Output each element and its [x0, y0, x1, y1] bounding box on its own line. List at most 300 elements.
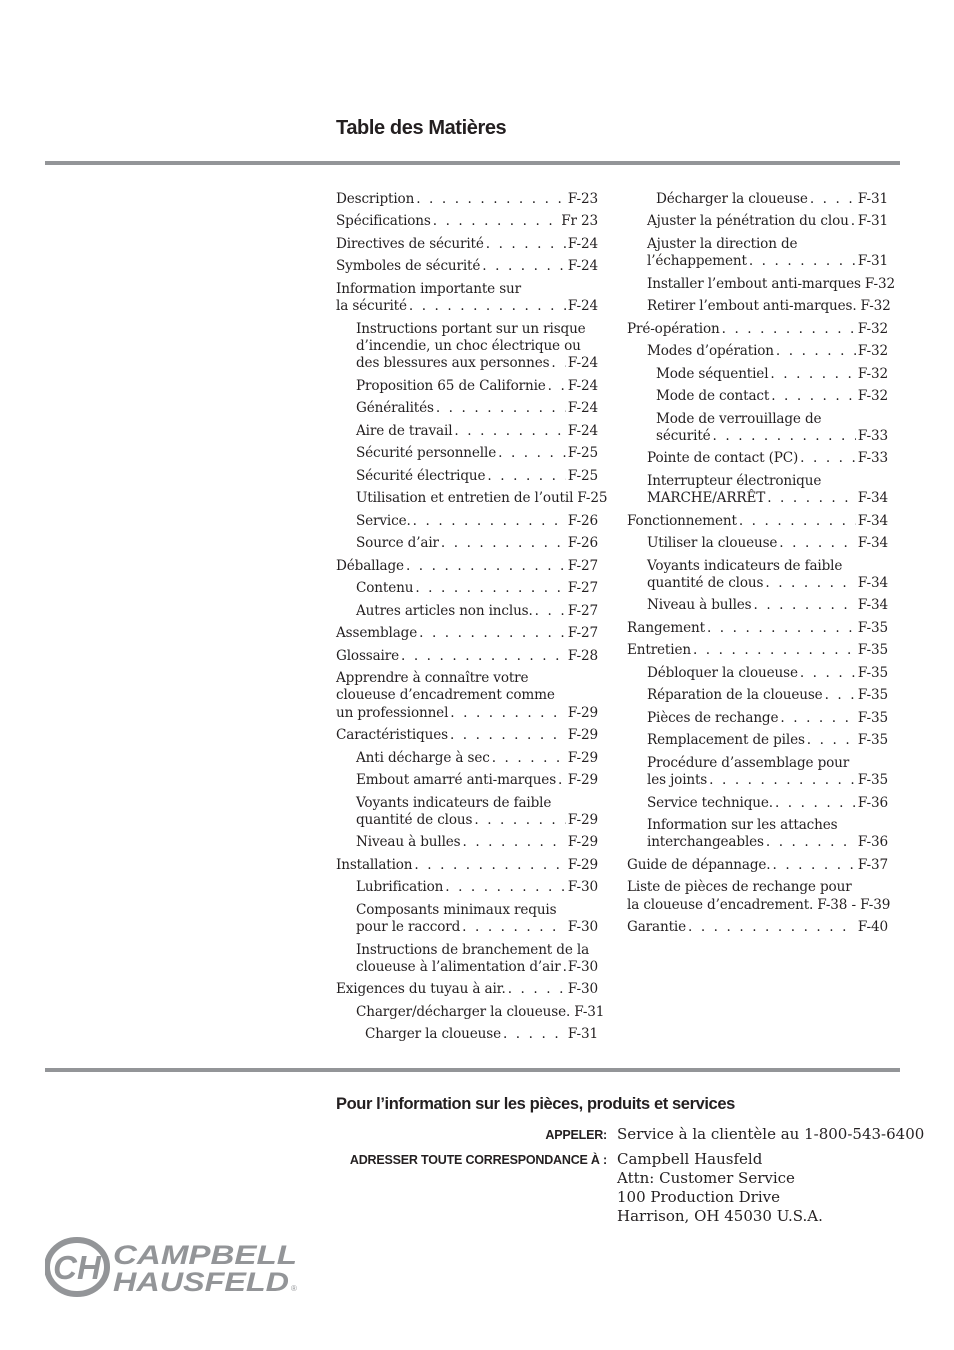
toc-entry-row: [336, 258, 598, 275]
toc-entry-text: Liste de pièces de rechange pour: [627, 879, 852, 896]
toc-entry-text: Rangement: [627, 619, 705, 636]
toc-entry-row: [336, 705, 598, 722]
toc-entry[interactable]: [336, 468, 598, 485]
toc-entry-text: Directives de sécurité: [336, 235, 484, 252]
toc-entry-text: pour le raccord: [356, 919, 461, 936]
toc-entry[interactable]: [336, 670, 598, 722]
toc-entry-text: Autres articles non inclus.: [356, 602, 533, 619]
mailing-address: [617, 1150, 823, 1226]
dot-leader: [441, 535, 566, 552]
toc-page-number: F-34: [857, 490, 888, 507]
toc-entry-text: Service.: [356, 512, 411, 529]
toc-page-number: F-36: [857, 834, 888, 851]
campbell-hausfeld-logo: [45, 1232, 305, 1302]
toc-entry-text: Charger/décharger la cloueuse.: [356, 1003, 571, 1020]
dot-leader: [406, 558, 566, 575]
contact-heading: Pour l’information sur les pièces, produits et services: [336, 1095, 735, 1113]
toc-page-number: F-24: [567, 377, 598, 394]
toc-page-number: F-27: [567, 602, 598, 619]
dot-leader: [482, 258, 566, 275]
dot-leader: [409, 298, 566, 315]
toc-entry[interactable]: [627, 687, 888, 704]
toc-entry-text: Embout amarré anti-marques: [356, 772, 557, 789]
toc-entry-text: Information importante sur: [336, 280, 522, 297]
toc-entry-text: Utilisation et entretien de l’outil: [356, 490, 574, 507]
toc-entry-row: [336, 857, 598, 874]
toc-entry[interactable]: [627, 879, 891, 914]
toc-page-number: F-31: [857, 191, 888, 207]
toc-entry-row: [647, 343, 888, 360]
dot-leader: [709, 772, 856, 789]
toc-entry-row: [356, 1003, 605, 1021]
toc-entry[interactable]: [627, 732, 888, 749]
toc-entry[interactable]: [627, 558, 888, 593]
dot-leader: [498, 445, 566, 462]
toc-entry-text: Niveau à bulles: [647, 597, 752, 614]
toc-entry-text: Mode séquentiel: [656, 365, 769, 382]
toc-page-number: F-35: [857, 709, 888, 726]
toc-entry[interactable]: [627, 857, 888, 874]
toc-entry-row: [627, 919, 888, 936]
toc-entry[interactable]: [336, 727, 598, 744]
toc-page-number: F-30: [567, 958, 598, 975]
dot-leader: [508, 981, 566, 998]
address-line: Harrison, OH 45030 U.S.A.: [617, 1207, 823, 1225]
toc-entry-row: [365, 1026, 598, 1043]
toc-page-number: F-35: [857, 664, 888, 681]
dot-leader: [754, 597, 856, 614]
toc-entry-text: Charger la cloueuse: [365, 1026, 501, 1043]
toc-entry-text: Sécurité personnelle: [356, 445, 497, 462]
toc-entry[interactable]: [336, 772, 598, 789]
toc-page-number: F-27: [567, 625, 598, 642]
toc-entry-text: quantité de clous: [356, 811, 473, 828]
toc-page-number: F-23: [567, 191, 598, 207]
toc-entry[interactable]: [627, 597, 888, 614]
toc-entry-row: [356, 378, 598, 395]
toc-entry[interactable]: [336, 1026, 598, 1043]
toc-entry[interactable]: [627, 665, 888, 682]
toc-entry-text: la sécurité: [336, 298, 407, 315]
dot-leader: [825, 687, 856, 704]
toc-page-number: F-24: [567, 235, 598, 252]
bottom-divider: [45, 1068, 900, 1072]
toc-page-number: F-35: [857, 772, 888, 789]
toc-page-number: F-33: [857, 450, 888, 467]
toc-entry[interactable]: [627, 450, 888, 467]
dot-leader: [770, 366, 855, 383]
toc-entry-text: Pointe de contact (PC): [647, 450, 799, 467]
toc-entry[interactable]: [336, 750, 598, 767]
toc-page-number: F-31: [857, 253, 888, 270]
toc-page-number: F-28: [567, 647, 598, 664]
dot-leader: [433, 213, 559, 230]
toc-entry-text: cloueuse à l’alimentation d’air: [356, 958, 561, 975]
toc-entry-row: [627, 857, 888, 874]
toc-page-number: F-25: [577, 490, 608, 507]
toc-entry-row: [336, 298, 598, 315]
dot-leader: [563, 959, 566, 976]
dot-leader: [548, 378, 566, 395]
toc-column-left: [336, 191, 608, 1049]
toc-entry-text: Ajuster la pénétration du clou: [647, 213, 849, 230]
toc-entry[interactable]: [627, 298, 891, 315]
toc-page-number: F-33: [857, 427, 888, 444]
toc-entry-row: [336, 558, 598, 575]
toc-column-right: [627, 191, 895, 942]
toc-entry-text: Pièces de rechange: [647, 709, 779, 726]
dot-leader: [739, 513, 856, 530]
toc-entry-row: [647, 597, 888, 614]
toc-page-number: Fr 23: [561, 213, 598, 230]
address-line: Attn: Customer Service: [617, 1169, 795, 1187]
toc-entry-text: Voyants indicateurs de faible: [356, 794, 552, 811]
dot-leader: [766, 834, 856, 851]
toc-entry-row: [356, 423, 598, 440]
address-line: Campbell Hausfeld: [617, 1150, 763, 1168]
toc-entry-text: Apprendre à connaître votre: [336, 670, 529, 687]
toc-entry-row: [356, 400, 598, 417]
toc-entry[interactable]: [627, 710, 888, 727]
toc-entry[interactable]: [336, 795, 598, 830]
toc-entry[interactable]: [627, 366, 888, 383]
toc-entry[interactable]: [627, 535, 888, 552]
toc-entry-row: [356, 513, 598, 530]
toc-page-number: F-34: [857, 512, 888, 529]
logo-word-hausfeld: HAUSFELD: [113, 1267, 289, 1297]
dot-leader: [765, 575, 856, 592]
toc-entry-text: Source d’air: [356, 535, 439, 552]
toc-entry-row: [336, 981, 598, 998]
dot-leader: [454, 423, 565, 440]
toc-entry[interactable]: [627, 191, 888, 208]
toc-entry[interactable]: [336, 400, 598, 417]
toc-page-number: F-31: [857, 213, 888, 230]
toc-entry-row: [356, 580, 598, 597]
toc-entry-row: [356, 490, 608, 507]
toc-entry[interactable]: [336, 580, 598, 597]
dot-leader: [535, 603, 566, 620]
toc-entry-row: [647, 687, 888, 704]
toc-entry-text: Installer l’embout anti-marques: [647, 275, 861, 292]
dot-leader: [463, 834, 566, 851]
toc-entry-text: quantité de clous: [647, 574, 764, 591]
toc-page-number: F-34: [857, 597, 888, 614]
toc-entry-row: [336, 213, 598, 230]
dot-leader: [800, 665, 856, 682]
toc-entry[interactable]: [627, 919, 888, 936]
toc-page-number: F-29: [567, 856, 598, 873]
toc-entry-text: Pré-opération: [627, 320, 720, 337]
toc-entry[interactable]: [336, 236, 598, 253]
toc-page-number: F-30: [567, 919, 598, 936]
toc-entry-row: [656, 388, 888, 405]
toc-entry[interactable]: [627, 236, 888, 271]
toc-entry-text: Glossaire: [336, 647, 399, 664]
toc-entry-row: [627, 896, 891, 914]
registered-mark: ®: [291, 1284, 297, 1293]
mail-label: ADRESSER TOUTE CORRESPONDANCE À :: [349, 1153, 607, 1167]
toc-entry-row: [356, 468, 598, 485]
toc-entry-row: [356, 772, 598, 789]
toc-page-number: F-30: [567, 879, 598, 896]
toc-page-number: F-29: [567, 834, 598, 851]
toc-entry-text: Instructions portant sur un risque: [356, 320, 586, 337]
dot-leader: [807, 732, 856, 749]
toc-entry-row: [336, 191, 598, 208]
dot-leader: [776, 343, 856, 360]
toc-entry-row: [356, 355, 598, 372]
dot-leader: [707, 620, 856, 637]
toc-entry-row: [656, 428, 888, 445]
toc-entry-row: [356, 812, 598, 829]
toc-page-number: F-24: [567, 400, 598, 417]
dot-leader: [503, 1026, 566, 1043]
toc-entry-row: [356, 535, 598, 552]
toc-entry-text: Contenu: [356, 580, 414, 597]
dot-leader: [722, 321, 856, 338]
toc-entry-text: d’incendie, un choc électrique ou: [356, 338, 581, 355]
toc-entry-text: Exigences du tuyau à air.: [336, 981, 506, 998]
toc-page-number: F-34: [857, 574, 888, 591]
toc-entry-text: Réparation de la cloueuse: [647, 687, 823, 704]
toc-entry-text: Description: [336, 191, 415, 207]
toc-entry[interactable]: [336, 445, 598, 462]
toc-entry[interactable]: [336, 423, 598, 440]
toc-entry-text: Mode de verrouillage de: [656, 410, 822, 427]
toc-page-number: F-32: [857, 343, 888, 360]
toc-entry-row: [627, 321, 888, 338]
toc-entry-row: [647, 535, 888, 552]
toc-entry-text: Retirer l’embout anti-marques.: [647, 298, 857, 315]
toc-entry[interactable]: [336, 981, 598, 998]
toc-entry-text: l’échappement: [647, 253, 747, 270]
toc-entry-row: [356, 834, 598, 851]
toc-entry[interactable]: [336, 625, 598, 642]
toc-entry[interactable]: [336, 321, 598, 373]
toc-entry[interactable]: [627, 473, 888, 508]
toc-entry-row: [336, 648, 598, 665]
toc-entry[interactable]: [627, 343, 888, 360]
page-title: Table des Matières: [336, 117, 507, 139]
dot-leader: [492, 750, 566, 767]
toc-entry[interactable]: [627, 620, 888, 637]
toc-entry[interactable]: [336, 191, 598, 208]
toc-page-number: F-24: [567, 298, 598, 315]
toc-entry-row: [336, 727, 598, 744]
toc-entry[interactable]: [627, 755, 888, 790]
toc-entry[interactable]: [336, 535, 598, 552]
toc-entry-text: Voyants indicateurs de faible: [647, 557, 843, 574]
toc-entry[interactable]: [627, 213, 888, 230]
toc-page-number: F-29: [567, 811, 598, 828]
toc-page-number: F-35: [857, 732, 888, 749]
dot-leader: [851, 213, 856, 230]
toc-page-number: F-29: [567, 704, 598, 721]
dot-leader: [419, 625, 566, 642]
toc-entry-text: Déballage: [336, 557, 404, 574]
toc-entry[interactable]: [627, 275, 895, 293]
dot-leader: [414, 857, 565, 874]
toc-page-number: F-26: [567, 512, 598, 529]
toc-page-number: F-24: [567, 422, 598, 439]
toc-entry-text: Fonctionnement: [627, 512, 737, 529]
dot-leader: [713, 428, 856, 445]
toc-entry-row: [647, 710, 888, 727]
toc-entry-row: [647, 665, 888, 682]
toc-entry-row: [647, 275, 895, 293]
toc-page-number: F-37: [857, 856, 888, 873]
toc-entry-text: sécurité: [656, 427, 711, 444]
toc-entry-row: [647, 213, 888, 230]
toc-entry-row: [647, 450, 888, 467]
dot-leader: [445, 879, 566, 896]
toc-entry[interactable]: [336, 213, 598, 230]
toc-entry-text: des blessures aux personnes: [356, 355, 550, 372]
toc-entry[interactable]: [627, 513, 888, 530]
toc-entry[interactable]: [336, 378, 598, 395]
toc-entry-text: Ajuster la direction de: [647, 235, 798, 252]
toc-page-number: F-40: [857, 919, 888, 936]
toc-entry[interactable]: [627, 795, 888, 812]
toc-page-number: F-36: [857, 794, 888, 811]
dot-leader: [551, 355, 565, 372]
toc-entry[interactable]: [336, 1003, 605, 1021]
toc-entry-text: Information sur les attaches: [647, 817, 838, 834]
toc-entry-row: [647, 795, 888, 812]
toc-entry-row: [627, 620, 888, 637]
toc-page-number: F-32: [864, 275, 895, 292]
dot-leader: [779, 535, 856, 552]
toc-page-number: F-35: [857, 619, 888, 636]
toc-page-number: F-26: [567, 535, 598, 552]
toc-entry-text: Entretien: [627, 642, 691, 659]
toc-entry-text: Aire de travail: [356, 422, 453, 439]
dot-leader: [450, 727, 566, 744]
dot-leader: [780, 710, 855, 727]
call-label: APPELER:: [545, 1128, 607, 1142]
toc-entry-text: Instructions de branchement de la: [356, 941, 590, 958]
toc-entry-row: [356, 959, 598, 976]
toc-entry-row: [647, 834, 888, 851]
toc-entry[interactable]: [336, 281, 598, 316]
dot-leader: [450, 705, 566, 722]
toc-page-number: F-25: [567, 467, 598, 484]
logo-word-campbell: CAMPBELL: [113, 1240, 297, 1270]
toc-page-number: F-24: [567, 355, 598, 372]
dot-leader: [487, 468, 565, 485]
toc-entry[interactable]: [336, 258, 598, 275]
toc-entry[interactable]: [336, 558, 598, 575]
toc-entry[interactable]: [336, 490, 608, 507]
toc-entry-text: interchangeables: [647, 834, 764, 851]
toc-entry[interactable]: [627, 642, 888, 659]
toc-page-number: F-27: [567, 580, 598, 597]
call-value: Service à la clientèle au 1-800-543-6400: [617, 1125, 925, 1143]
toc-entry-text: Installation: [336, 856, 413, 873]
toc-entry-text: Débloquer la cloueuse: [647, 664, 798, 681]
toc-entry[interactable]: [336, 942, 598, 977]
toc-page-number: F-38 - F-39: [817, 896, 891, 913]
dot-leader: [558, 772, 566, 789]
toc-entry-row: [356, 750, 598, 767]
toc-entry-text: Guide de dépannage.: [627, 856, 771, 873]
toc-entry-text: Remplacement de piles: [647, 732, 805, 749]
toc-entry-text: Symboles de sécurité: [336, 258, 481, 275]
toc-entry-text: la cloueuse d’encadrement.: [627, 896, 814, 913]
toc-entry[interactable]: [627, 817, 888, 852]
toc-entry[interactable]: [336, 857, 598, 874]
toc-entry-row: [656, 366, 888, 383]
toc-entry-row: [356, 603, 598, 620]
toc-entry[interactable]: [336, 834, 598, 851]
toc-entry[interactable]: [336, 879, 598, 896]
toc-entry[interactable]: [336, 513, 598, 530]
toc-entry-row: [647, 298, 891, 315]
toc-entry-text: Garantie: [627, 919, 686, 936]
toc-entry-row: [336, 236, 598, 253]
toc-entry-text: Lubrification: [356, 879, 444, 896]
toc-entry-text: Modes d’opération: [647, 343, 774, 360]
toc-page-number: F-35: [857, 642, 888, 659]
toc-page-number: F-32: [857, 320, 888, 337]
toc-page-number: F-29: [567, 727, 598, 744]
toc-entry-text: Service technique.: [647, 794, 773, 811]
toc-entry-text: Proposition 65 de Californie: [356, 377, 546, 394]
toc-entry-text: cloueuse d’encadrement comme: [336, 687, 555, 704]
toc-entry-text: Assemblage: [336, 625, 418, 642]
toc-entry-row: [356, 445, 598, 462]
dot-leader: [462, 919, 566, 936]
toc-entry[interactable]: [336, 603, 598, 620]
toc-page-number: F-32: [860, 298, 891, 315]
toc-page-number: F-29: [567, 772, 598, 789]
toc-entry-text: Utiliser la cloueuse: [647, 535, 778, 552]
dot-leader: [775, 795, 856, 812]
dot-leader: [416, 191, 566, 208]
toc-entry-text: Anti décharge à sec: [356, 749, 490, 766]
dot-leader: [415, 580, 566, 597]
toc-entry-row: [356, 919, 598, 936]
toc-entry[interactable]: [627, 411, 888, 446]
toc-entry[interactable]: [627, 388, 888, 405]
dot-leader: [772, 857, 855, 874]
logo-monogram: CH: [53, 1249, 101, 1286]
toc-entry-text: Généralités: [356, 400, 434, 417]
toc-entry-row: [647, 732, 888, 749]
dot-leader: [771, 388, 856, 405]
toc-entry-row: [647, 490, 888, 507]
toc-page-number: F-30: [567, 981, 598, 998]
toc-entry-row: [647, 253, 888, 270]
address-line: 100 Production Drive: [617, 1188, 780, 1206]
dot-leader: [749, 253, 856, 270]
top-divider: [45, 161, 900, 165]
toc-page-number: F-31: [574, 1003, 605, 1020]
toc-entry-text: un professionnel: [336, 704, 449, 721]
toc-entry-row: [627, 642, 888, 659]
dot-leader: [474, 812, 566, 829]
toc-entry-row: [336, 625, 598, 642]
toc-page-number: F-34: [857, 535, 888, 552]
toc-entry[interactable]: [627, 321, 888, 338]
toc-entry-text: MARCHE/ARRÊT: [647, 490, 766, 507]
toc-entry[interactable]: [336, 902, 598, 937]
dot-leader: [401, 648, 566, 665]
toc-entry-text: Composants minimaux requis: [356, 901, 557, 918]
toc-entry[interactable]: [336, 648, 598, 665]
toc-entry-text: Mode de contact: [656, 388, 770, 405]
